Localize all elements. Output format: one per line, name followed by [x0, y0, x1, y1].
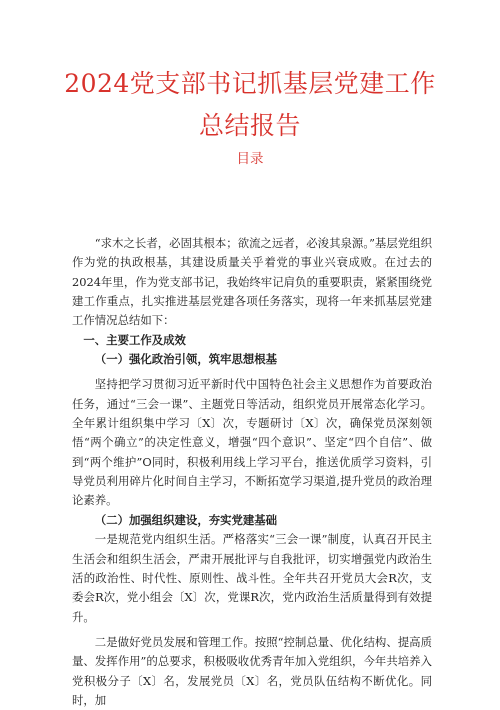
political-guidance-paragraph: 坚持把学习贯彻习近平新时代中国特色社会主义思想作为首要政治任务，通过“三会一课”、主题党日等活动，组织党员开展常态化学习。全年累计组织集中学习〔X〕次，专题研讨〔X〕次，确保党员深刻领悟“两个确立”的决定性意义，增强“四个意识”、坚定“四个自信”、做到“两个维护”O同时，积极利用线上学习平台，推送优质学习资料，引导党员利用碎片化时间自主学习，不断拓宽学习渠道,提升党员的政治理论素养。: [72, 377, 432, 508]
subsection-heading-organization-building: （二）加强组织建设，夯实党建基础: [94, 512, 278, 527]
organization-life-paragraph: 一是规范党内组织生活。严格落实“三会一课”制度，认真召开民主生活会和组织生活会，严肃开展批评与自我批评，切实增强党内政治生活的政治性、时代性、原则性、战斗性。全年共召开党员大会R次，支委会R次，党小组会〔X〕次，党课R次，党内政治生活质量得到有效提升。: [72, 532, 432, 624]
table-of-contents-link[interactable]: 目录: [236, 151, 264, 167]
document-title-line-1: 2024党支部书记抓基层党建工作: [64, 69, 436, 98]
document-body: [72, 234, 432, 710]
section-heading-main-work: 一、主要工作及成效: [83, 332, 186, 347]
member-development-paragraph: 二是做好党员发展和管理工作。按照“控制总量、优化结构、提高质量、发挥作用”的总要求，积极吸收优秀青年加入党组织，今年共培养入党积极分子〔X〕名，发展党员〔X〕名，党员队伍结构不断优化。同时，加: [72, 634, 432, 707]
subsection-heading-political-guidance: （一）强化政治引领，筑牢思想根基: [94, 352, 278, 367]
intro-paragraph: “求木之长者，必固其根本；欲流之远者，必浚其泉源。”基层党组织作为党的执政根基，其建设质量关乎着党的事业兴衰成败。在过去的2024年里，作为党支部书记，我始终牢记肩负的重要职责，紧紧围绕党建工作重点，扎实推进基层党建各项任务落实，现将一年来抓基层党建工作情况总结如下：: [72, 236, 432, 328]
document-title-line-2: 总结报告: [198, 111, 301, 140]
